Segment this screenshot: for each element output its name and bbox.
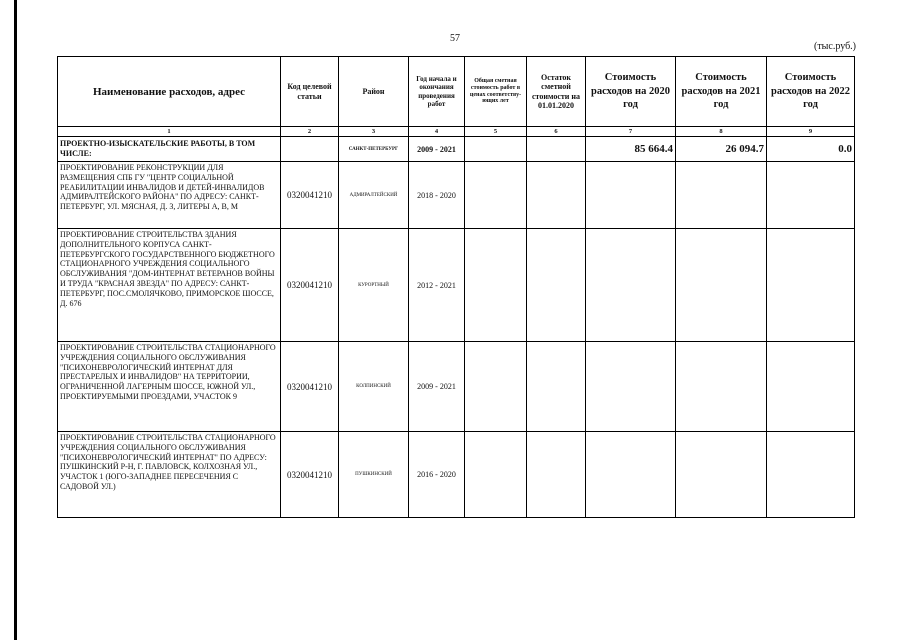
row-name: ПРОЕКТИРОВАНИЕ СТРОИТЕЛЬСТВА ЗДАНИЯ ДОПОЛНИТЕЛЬНОГО КОРПУСА САНКТ-ПЕТЕРБУРГСКОГО ГОСУДАРСТВЕННОГО БЮДЖЕТНОГО СТАЦИОНАРНОГО УЧРЕЖДЕНИЯ СОЦИАЛЬНОГО ОБСЛУЖИВАНИЯ "ДОМ-ИНТЕРНАТ ВЕТЕРАНОВ ВОЙНЫ И ТРУДА "КРАСНАЯ ЗВЕЗДА" ПО АДРЕСУ: САНКТ-ПЕТЕРБУРГ, ПОС.СМОЛЯЧКОВО, ПРИМОРСКОЕ ШОССЕ, Д. 676	[58, 229, 281, 342]
row-empty-cell	[767, 342, 855, 432]
header-years: Год начала и окончания проведения работ	[409, 57, 465, 127]
header-code: Код целевой статьи	[281, 57, 339, 127]
row-empty-cell	[586, 162, 676, 229]
total-years: 2009 - 2021	[409, 137, 465, 162]
total-cost-2021: 26 094.7	[676, 137, 767, 162]
header-total-cost: Общая сметная стоимость работ в ценах соответству-ющих лет	[465, 57, 527, 127]
column-number: 4	[409, 127, 465, 137]
row-years: 2018 - 2020	[409, 162, 465, 229]
row-empty-cell	[676, 162, 767, 229]
row-district: АДМИРАЛТЕЙСКИЙ	[339, 162, 409, 229]
column-number: 5	[465, 127, 527, 137]
row-empty-cell	[465, 432, 527, 518]
column-number: 3	[339, 127, 409, 137]
header-name: Наименование расходов, адрес	[58, 57, 281, 127]
column-number: 7	[586, 127, 676, 137]
row-years: 2016 - 2020	[409, 432, 465, 518]
table-row	[58, 342, 855, 432]
header-cost-2020: Стоимость расходов на 2020 год	[586, 57, 676, 127]
row-years: 2012 - 2021	[409, 229, 465, 342]
header-cost-2021: Стоимость расходов на 2021 год	[676, 57, 767, 127]
row-name: ПРОЕКТИРОВАНИЕ СТРОИТЕЛЬСТВА СТАЦИОНАРНОГО УЧРЕЖДЕНИЯ СОЦИАЛЬНОГО ОБСЛУЖИВАНИЯ "ПСИХОНЕВРОЛОГИЧЕСКИЙ ИНТЕРНАТ" ПО АДРЕСУ: ПУШКИНСКИЙ Р-Н, Г. ПАВЛОВСК, КОЛХОЗНАЯ УЛ., УЧАСТОК 1 (ЮГО-ЗАПАДНЕЕ ПЕРЕСЕЧЕНИЯ С САДОВОЙ УЛ.)	[58, 432, 281, 518]
row-empty-cell	[586, 342, 676, 432]
expenditure-table	[57, 56, 855, 518]
row-empty-cell	[676, 342, 767, 432]
column-number: 1	[58, 127, 281, 137]
total-code	[281, 137, 339, 162]
total-balance	[527, 137, 586, 162]
table-row	[58, 162, 855, 229]
total-name: ПРОЕКТНО-ИЗЫСКАТЕЛЬСКИЕ РАБОТЫ, В ТОМ ЧИСЛЕ:	[58, 137, 281, 162]
row-district: КУРОРТНЫЙ	[339, 229, 409, 342]
row-name: ПРОЕКТИРОВАНИЕ СТРОИТЕЛЬСТВА СТАЦИОНАРНОГО УЧРЕЖДЕНИЯ СОЦИАЛЬНОГО ОБСЛУЖИВАНИЯ "ПСИХОНЕВРОЛОГИЧЕСКИЙ ИНТЕРНАТ ДЛЯ ПРЕСТАРЕЛЫХ И ИНВАЛИДОВ" НА ТЕРРИТОРИИ, ОГРАНИЧЕННОЙ ЛАГЕРНЫМ ШОССЕ, ЮЖНОЙ УЛ., ПРОЕКТИРУЕМЫМИ ПРОЕЗДАМИ, УЧАСТОК 9	[58, 342, 281, 432]
row-empty-cell	[586, 432, 676, 518]
scan-edge	[14, 0, 17, 640]
column-number: 6	[527, 127, 586, 137]
row-empty-cell	[465, 229, 527, 342]
row-empty-cell	[527, 432, 586, 518]
row-code: 0320041210	[281, 162, 339, 229]
total-row	[58, 137, 855, 162]
row-empty-cell	[767, 229, 855, 342]
total-cost-2022: 0.0	[767, 137, 855, 162]
row-empty-cell	[676, 432, 767, 518]
column-number: 2	[281, 127, 339, 137]
row-code: 0320041210	[281, 432, 339, 518]
column-number: 8	[676, 127, 767, 137]
row-code: 0320041210	[281, 342, 339, 432]
header-cost-2022: Стоимость расходов на 2022 год	[767, 57, 855, 127]
header-row	[58, 57, 855, 127]
row-code: 0320041210	[281, 229, 339, 342]
table-row	[58, 229, 855, 342]
table-row	[58, 432, 855, 518]
row-name: ПРОЕКТИРОВАНИЕ РЕКОНСТРУКЦИИ ДЛЯ РАЗМЕЩЕНИЯ СПБ ГУ "ЦЕНТР СОЦИАЛЬНОЙ РЕАБИЛИТАЦИИ ИНВАЛИДОВ И ДЕТЕЙ-ИНВАЛИДОВ АДМИРАЛТЕЙСКОГО РАЙОНА" ПО АДРЕСУ: САНКТ-ПЕТЕРБУРГ, УЛ. МЯСНАЯ, Д. 3, ЛИТЕРЫ А, В, М	[58, 162, 281, 229]
row-empty-cell	[465, 162, 527, 229]
total-cost-2020: 85 664.4	[586, 137, 676, 162]
total-district: САНКТ-ПЕТЕРБУРГ	[339, 137, 409, 162]
row-empty-cell	[527, 342, 586, 432]
header-district: Район	[339, 57, 409, 127]
row-empty-cell	[767, 162, 855, 229]
header-balance: Остаток сметной стоимости на 01.01.2020	[527, 57, 586, 127]
row-years: 2009 - 2021	[409, 342, 465, 432]
row-empty-cell	[767, 432, 855, 518]
row-empty-cell	[586, 229, 676, 342]
row-empty-cell	[527, 162, 586, 229]
unit-note: (тыс.руб.)	[813, 41, 856, 52]
row-district: КОЛПИНСКИЙ	[339, 342, 409, 432]
row-district: ПУШКИНСКИЙ	[339, 432, 409, 518]
row-empty-cell	[676, 229, 767, 342]
row-empty-cell	[527, 229, 586, 342]
column-number: 9	[767, 127, 855, 137]
total-total-cost	[465, 137, 527, 162]
row-empty-cell	[465, 342, 527, 432]
column-number-row	[58, 127, 855, 137]
page-number: 57	[450, 33, 460, 44]
